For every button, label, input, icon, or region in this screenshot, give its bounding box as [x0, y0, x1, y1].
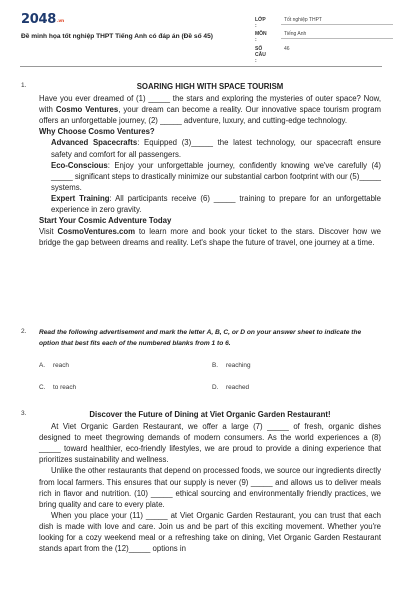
meta-class-label: LỚP : — [255, 17, 266, 29]
passage-paragraph: Unlike the other restaurants that depend on processed foods, we source our ingredients directly from local farmers. This ensures that our supply is never (9) _____ and allows us to deliver meals rich in flavor and nutrition. (10) _____ ethical sourcing and environmentally friendly practices, we bring quality and care to every plate. — [39, 466, 381, 509]
question-number: 3. — [21, 410, 27, 417]
feature-label: Expert Training — [51, 193, 110, 203]
option-letter: B. — [212, 362, 219, 369]
answer-option-d[interactable] — [212, 384, 249, 391]
feature-label: Advanced Spacecrafts — [51, 138, 138, 148]
outro-text: Visit — [39, 227, 58, 237]
passage-paragraph: When you place your (11) _____ at Viet Organic Garden Restaurant, you can trust that each dish is made with love and care. Join us and be part of this exciting movement. Whether you're looking for a cozy weekend meal or a refreshing take on dining, Viet Organic Garden Restaurant stands apart from the (12)_____ options in — [39, 510, 381, 554]
meta-count-label: SỐ CÂU : — [255, 46, 266, 64]
section-heading: Why Choose Cosmo Ventures? — [39, 127, 155, 137]
passage-outro — [39, 226, 381, 248]
answer-option-b[interactable] — [212, 362, 251, 369]
intro-text: Have you ever dreamed of (1) _____ the stars and exploring the mysteries of outer space? Now, with — [39, 94, 381, 115]
feature-label: Eco-Conscious — [51, 160, 108, 170]
passage-intro — [39, 93, 381, 126]
passage-paragraph: At Viet Organic Garden Restaurant, we offer a large (7) _____ of fresh, organic dishes designed to meet thegrowing demands of modern consumers. As the world experiences a (8) _____ toward healthier, eco-friendly lifestyles, we are proud to provide a dining experience that prioritizes sustainability and wellness. — [39, 422, 381, 465]
meta-divider — [281, 24, 393, 25]
feature-text: : Equipped (3)_____ the latest technology, our spacecraft ensure safety and comfort for all passengers. — [51, 138, 382, 159]
page-header — [0, 0, 400, 62]
option-text: reach — [53, 362, 69, 369]
question-1-passage — [39, 81, 381, 248]
brand-name: Cosmo Ventures — [55, 105, 119, 115]
feature-item — [39, 137, 381, 159]
feature-item — [39, 193, 381, 215]
feature-text: : Enjoy your unforgettable journey, confidently knowing we've carefully (4) _____ significant steps to drastically minimize our substantial carbon footprint with our (5)_____ systems. — [51, 160, 381, 192]
feature-item — [39, 160, 381, 193]
passage-title: SOARING HIGH WITH SPACE TOURISM — [136, 82, 284, 91]
feature-text: : All participants receive (6) _____ training to prepare for an unforgettable experience in zero gravity. — [51, 193, 381, 215]
meta-count-value: 46 — [284, 46, 290, 52]
question-number: 1. — [21, 82, 27, 89]
question-number: 2. — [21, 328, 27, 335]
meta-subject-value: Tiếng Anh — [284, 31, 307, 37]
meta-divider — [281, 38, 393, 39]
option-text: to reach — [53, 384, 77, 391]
meta-class-value: Tốt nghiệp THPT — [284, 17, 322, 23]
logo-text: 2048 — [21, 12, 56, 27]
header-divider — [20, 66, 382, 67]
option-letter: C. — [39, 384, 46, 391]
question-instruction: Read the following advertisement and mark the letter A, B, C, or D on your answer sheet to indicate the option that best fits each of the numbered blanks from 1 to 6. — [39, 329, 362, 347]
option-text: reached — [226, 384, 250, 391]
answer-option-a[interactable] — [39, 362, 69, 369]
intro-text: , your dream can become a reality. Our innovative space tourism program offers an unforgettable journey, (2) _____ adventure, luxury, and cutting-edge technology. — [39, 105, 381, 126]
passage-title: Discover the Future of Dining at Viet Organic Garden Restaurant! — [89, 410, 331, 419]
option-text: reaching — [226, 362, 251, 369]
question-3-passage — [39, 409, 381, 554]
outro-text: to learn more and book your ticket to the stars. Discover how we bridge the gap between dreams and reality. Let's shape the future of travel, one journey at a time. — [39, 227, 381, 248]
logo-suffix: .vn — [56, 19, 64, 24]
option-letter: A. — [39, 362, 46, 369]
option-letter: D. — [212, 384, 219, 391]
section-heading: Start Your Cosmic Adventure Today — [39, 216, 172, 226]
answer-option-c[interactable] — [39, 384, 76, 391]
document-title: Đề minh họa tốt nghiệp THPT Tiếng Anh có đáp án (Đề số 45) — [21, 33, 213, 40]
meta-subject-label: MÔN : — [255, 31, 267, 43]
site-logo[interactable] — [21, 12, 64, 27]
website-name: CosmoVentures.com — [57, 227, 136, 237]
